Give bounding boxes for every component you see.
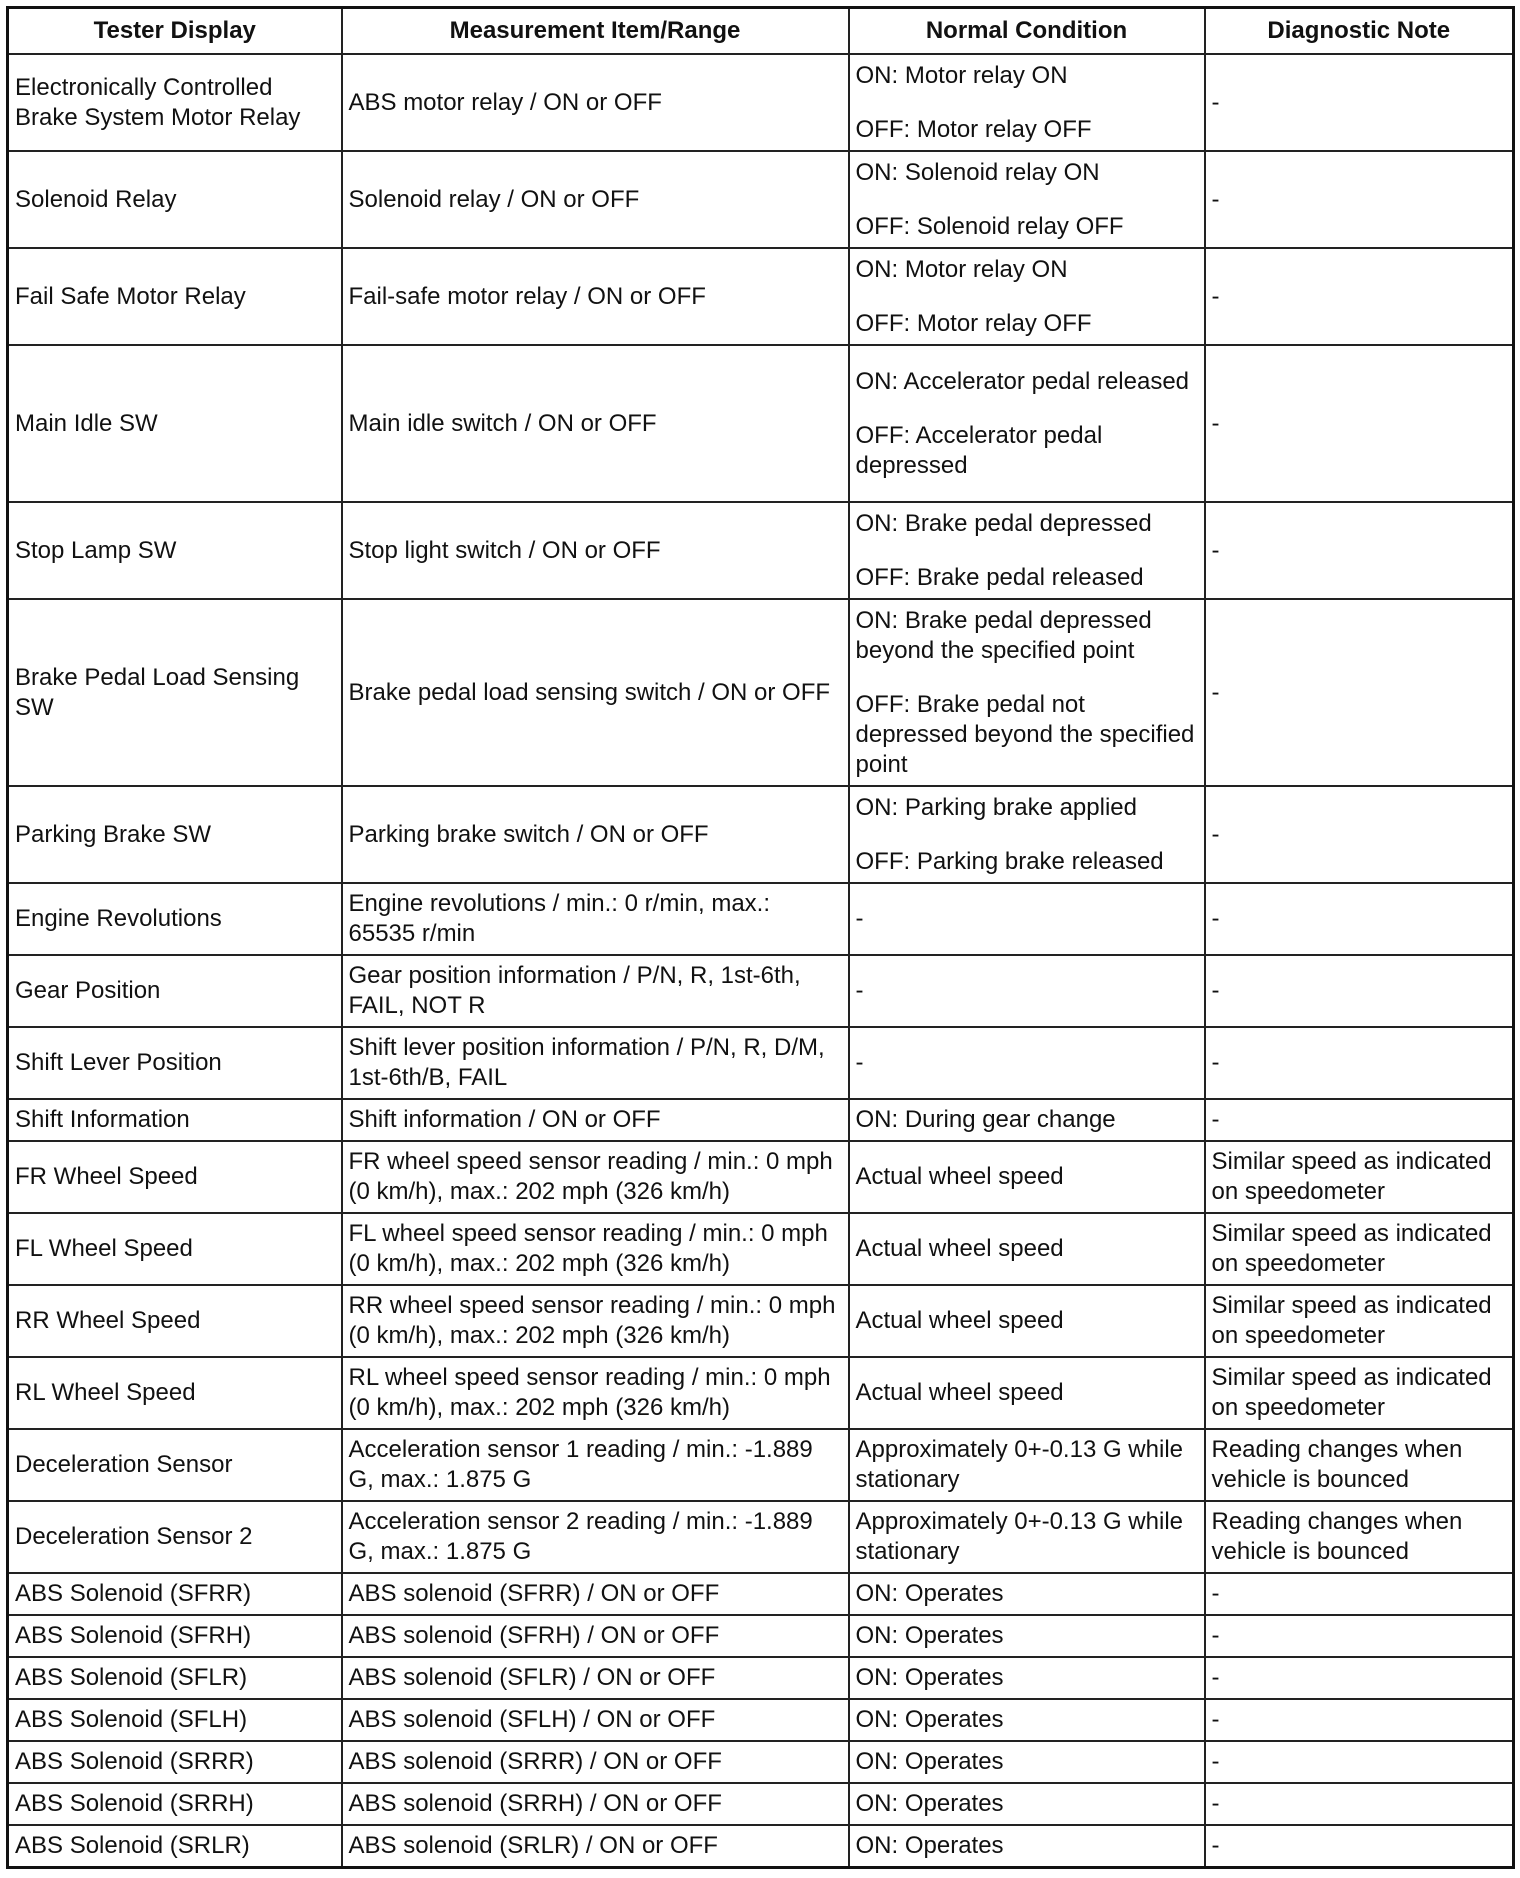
cell-measurement-item: Stop light switch / ON or OFF: [342, 502, 849, 599]
cell-tester-display: Main Idle SW: [8, 345, 342, 502]
normal-condition-line: ON: Motor relay ON: [855, 61, 1068, 89]
normal-condition-line: ON: Operates: [855, 1831, 1004, 1859]
cell-normal-condition: [849, 1213, 1205, 1285]
normal-condition-line: OFF: Motor relay OFF: [855, 115, 1092, 143]
cell-measurement-item: Solenoid relay / ON or OFF: [342, 151, 849, 248]
normal-condition-line: ON: Motor relay ON: [855, 255, 1068, 283]
header-measurement-item: Measurement Item/Range: [342, 8, 849, 55]
cell-tester-display: Electronically Controlled Brake System Motor Relay: [8, 54, 342, 151]
table-row: [8, 1027, 1514, 1099]
cell-tester-display: ABS Solenoid (SFLH): [8, 1699, 342, 1741]
normal-condition-line: ON: Operates: [855, 1622, 1004, 1649]
normal-condition-line: OFF: Solenoid relay OFF: [855, 212, 1124, 240]
table-row: [8, 1741, 1514, 1783]
cell-tester-display: ABS Solenoid (SRRR): [8, 1741, 342, 1783]
cell-measurement-item: RL wheel speed sensor reading / min.: 0 mph (0 km/h), max.: 202 mph (326 km/h): [342, 1357, 849, 1429]
cell-measurement-item: ABS solenoid (SRRR) / ON or OFF: [342, 1741, 849, 1783]
table-row: [8, 1657, 1514, 1699]
normal-condition-line: Actual wheel speed: [855, 1379, 1064, 1406]
cell-tester-display: ABS Solenoid (SFRH): [8, 1615, 342, 1657]
normal-condition-line: OFF: Accelerator pedal depressed: [855, 421, 1103, 479]
cell-diagnostic-note: -: [1205, 1783, 1514, 1825]
normal-condition-line: ON: Operates: [855, 1748, 1004, 1775]
cell-measurement-item: FL wheel speed sensor reading / min.: 0 mph (0 km/h), max.: 202 mph (326 km/h): [342, 1213, 849, 1285]
normal-condition-line: -: [855, 977, 864, 1004]
cell-tester-display: Parking Brake SW: [8, 786, 342, 883]
cell-diagnostic-note: Similar speed as indicated on speedometer: [1205, 1213, 1514, 1285]
table-row: [8, 786, 1514, 883]
cell-tester-display: Solenoid Relay: [8, 151, 342, 248]
table-row: [8, 599, 1514, 786]
table-row: [8, 1141, 1514, 1213]
cell-diagnostic-note: -: [1205, 1615, 1514, 1657]
normal-condition-line: -: [855, 1049, 864, 1076]
normal-condition-line: ON: Brake pedal depressed beyond the specified point: [855, 606, 1152, 664]
cell-tester-display: RL Wheel Speed: [8, 1357, 342, 1429]
cell-normal-condition: [849, 151, 1205, 248]
cell-measurement-item: ABS solenoid (SFLR) / ON or OFF: [342, 1657, 849, 1699]
table-row: [8, 54, 1514, 151]
tester-data-table: [6, 6, 1515, 1869]
cell-diagnostic-note: -: [1205, 151, 1514, 248]
cell-measurement-item: RR wheel speed sensor reading / min.: 0 mph (0 km/h), max.: 202 mph (326 km/h): [342, 1285, 849, 1357]
cell-normal-condition: [849, 1699, 1205, 1741]
cell-normal-condition: [849, 248, 1205, 345]
cell-normal-condition: [849, 1099, 1205, 1141]
table-row: [8, 955, 1514, 1027]
normal-condition-line: OFF: Motor relay OFF: [855, 309, 1092, 337]
data-list-table-container: [6, 6, 1512, 1869]
normal-condition-line: ON: During gear change: [855, 1106, 1116, 1133]
cell-diagnostic-note: -: [1205, 1099, 1514, 1141]
normal-condition-line: Actual wheel speed: [855, 1307, 1064, 1334]
table-row: [8, 1615, 1514, 1657]
cell-diagnostic-note: -: [1205, 786, 1514, 883]
cell-normal-condition: [849, 883, 1205, 955]
cell-normal-condition: [849, 1657, 1205, 1699]
normal-condition-line: -: [855, 905, 864, 932]
header-normal-condition: Normal Condition: [849, 8, 1205, 55]
cell-diagnostic-note: -: [1205, 599, 1514, 786]
table-row: [8, 345, 1514, 502]
cell-measurement-item: ABS solenoid (SRRH) / ON or OFF: [342, 1783, 849, 1825]
cell-measurement-item: Main idle switch / ON or OFF: [342, 345, 849, 502]
cell-measurement-item: Shift lever position information / P/N, R, D/M, 1st-6th/B, FAIL: [342, 1027, 849, 1099]
cell-normal-condition: [849, 345, 1205, 502]
cell-normal-condition: [849, 1357, 1205, 1429]
normal-condition-line: OFF: Brake pedal released: [855, 563, 1144, 591]
normal-condition-line: ON: Solenoid relay ON: [855, 158, 1100, 186]
cell-tester-display: Shift Lever Position: [8, 1027, 342, 1099]
cell-tester-display: RR Wheel Speed: [8, 1285, 342, 1357]
cell-diagnostic-note: Similar speed as indicated on speedometer: [1205, 1141, 1514, 1213]
cell-measurement-item: ABS motor relay / ON or OFF: [342, 54, 849, 151]
cell-tester-display: FL Wheel Speed: [8, 1213, 342, 1285]
normal-condition-line: ON: Parking brake applied: [855, 793, 1137, 821]
cell-normal-condition: [849, 786, 1205, 883]
cell-tester-display: Brake Pedal Load Sensing SW: [8, 599, 342, 786]
cell-normal-condition: [849, 1285, 1205, 1357]
table-row: [8, 1099, 1514, 1141]
cell-diagnostic-note: -: [1205, 1657, 1514, 1699]
normal-condition-line: ON: Operates: [855, 1664, 1004, 1691]
cell-diagnostic-note: Reading changes when vehicle is bounced: [1205, 1429, 1514, 1501]
table-row: [8, 1357, 1514, 1429]
cell-diagnostic-note: -: [1205, 1573, 1514, 1615]
cell-measurement-item: Parking brake switch / ON or OFF: [342, 786, 849, 883]
table-row: [8, 1699, 1514, 1741]
cell-measurement-item: Acceleration sensor 1 reading / min.: -1.889 G, max.: 1.875 G: [342, 1429, 849, 1501]
normal-condition-line: Actual wheel speed: [855, 1163, 1064, 1190]
cell-normal-condition: [849, 1741, 1205, 1783]
cell-tester-display: ABS Solenoid (SFLR): [8, 1657, 342, 1699]
cell-measurement-item: ABS solenoid (SFRH) / ON or OFF: [342, 1615, 849, 1657]
table-row: [8, 1429, 1514, 1501]
table-header-row: [8, 8, 1514, 55]
cell-measurement-item: ABS solenoid (SFRR) / ON or OFF: [342, 1573, 849, 1615]
cell-measurement-item: FR wheel speed sensor reading / min.: 0 mph (0 km/h), max.: 202 mph (326 km/h): [342, 1141, 849, 1213]
cell-normal-condition: [849, 1141, 1205, 1213]
cell-measurement-item: ABS solenoid (SFLH) / ON or OFF: [342, 1699, 849, 1741]
table-row: [8, 1825, 1514, 1867]
normal-condition-line: ON: Accelerator pedal released: [855, 367, 1190, 395]
cell-diagnostic-note: -: [1205, 1741, 1514, 1783]
table-row: [8, 1501, 1514, 1573]
cell-diagnostic-note: -: [1205, 883, 1514, 955]
normal-condition-line: Approximately 0+-0.13 G while stationary: [855, 1508, 1183, 1565]
normal-condition-line: OFF: Parking brake released: [855, 847, 1164, 875]
cell-normal-condition: [849, 1825, 1205, 1867]
cell-diagnostic-note: -: [1205, 1027, 1514, 1099]
table-row: [8, 1285, 1514, 1357]
table-row: [8, 502, 1514, 599]
cell-diagnostic-note: Reading changes when vehicle is bounced: [1205, 1501, 1514, 1573]
cell-tester-display: Deceleration Sensor 2: [8, 1501, 342, 1573]
normal-condition-line: Actual wheel speed: [855, 1235, 1064, 1262]
cell-diagnostic-note: -: [1205, 1699, 1514, 1741]
cell-diagnostic-note: -: [1205, 1825, 1514, 1867]
cell-measurement-item: Gear position information / P/N, R, 1st-6th, FAIL, NOT R: [342, 955, 849, 1027]
table-row: [8, 151, 1514, 248]
header-tester-display: Tester Display: [8, 8, 342, 55]
cell-measurement-item: ABS solenoid (SRLR) / ON or OFF: [342, 1825, 849, 1867]
cell-normal-condition: [849, 1783, 1205, 1825]
cell-diagnostic-note: -: [1205, 54, 1514, 151]
cell-tester-display: Fail Safe Motor Relay: [8, 248, 342, 345]
table-row: [8, 1573, 1514, 1615]
cell-normal-condition: [849, 1501, 1205, 1573]
cell-normal-condition: [849, 1027, 1205, 1099]
cell-diagnostic-note: -: [1205, 248, 1514, 345]
normal-condition-line: ON: Operates: [855, 1790, 1004, 1817]
normal-condition-line: ON: Operates: [855, 1706, 1004, 1733]
cell-measurement-item: Shift information / ON or OFF: [342, 1099, 849, 1141]
cell-normal-condition: [849, 955, 1205, 1027]
table-body: [8, 54, 1514, 1867]
table-row: [8, 1783, 1514, 1825]
cell-diagnostic-note: Similar speed as indicated on speedometer: [1205, 1285, 1514, 1357]
cell-diagnostic-note: -: [1205, 955, 1514, 1027]
cell-diagnostic-note: -: [1205, 345, 1514, 502]
table-row: [8, 248, 1514, 345]
cell-normal-condition: [849, 502, 1205, 599]
cell-tester-display: Stop Lamp SW: [8, 502, 342, 599]
header-diagnostic-note: Diagnostic Note: [1205, 8, 1514, 55]
normal-condition-line: ON: Operates: [855, 1580, 1004, 1607]
normal-condition-line: ON: Brake pedal depressed: [855, 509, 1152, 537]
cell-normal-condition: [849, 599, 1205, 786]
cell-tester-display: ABS Solenoid (SRRH): [8, 1783, 342, 1825]
cell-measurement-item: Acceleration sensor 2 reading / min.: -1.889 G, max.: 1.875 G: [342, 1501, 849, 1573]
cell-tester-display: ABS Solenoid (SFRR): [8, 1573, 342, 1615]
cell-diagnostic-note: -: [1205, 502, 1514, 599]
table-row: [8, 1213, 1514, 1285]
cell-normal-condition: [849, 1615, 1205, 1657]
cell-measurement-item: Fail-safe motor relay / ON or OFF: [342, 248, 849, 345]
cell-tester-display: ABS Solenoid (SRLR): [8, 1825, 342, 1867]
cell-measurement-item: Brake pedal load sensing switch / ON or OFF: [342, 599, 849, 786]
cell-normal-condition: [849, 1429, 1205, 1501]
cell-tester-display: Gear Position: [8, 955, 342, 1027]
cell-normal-condition: [849, 1573, 1205, 1615]
cell-tester-display: Engine Revolutions: [8, 883, 342, 955]
cell-measurement-item: Engine revolutions / min.: 0 r/min, max.: 65535 r/min: [342, 883, 849, 955]
table-row: [8, 883, 1514, 955]
cell-tester-display: Shift Information: [8, 1099, 342, 1141]
cell-tester-display: FR Wheel Speed: [8, 1141, 342, 1213]
normal-condition-line: Approximately 0+-0.13 G while stationary: [855, 1436, 1183, 1493]
cell-tester-display: Deceleration Sensor: [8, 1429, 342, 1501]
normal-condition-line: OFF: Brake pedal not depressed beyond the specified point: [855, 690, 1195, 778]
cell-normal-condition: [849, 54, 1205, 151]
cell-diagnostic-note: Similar speed as indicated on speedometer: [1205, 1357, 1514, 1429]
